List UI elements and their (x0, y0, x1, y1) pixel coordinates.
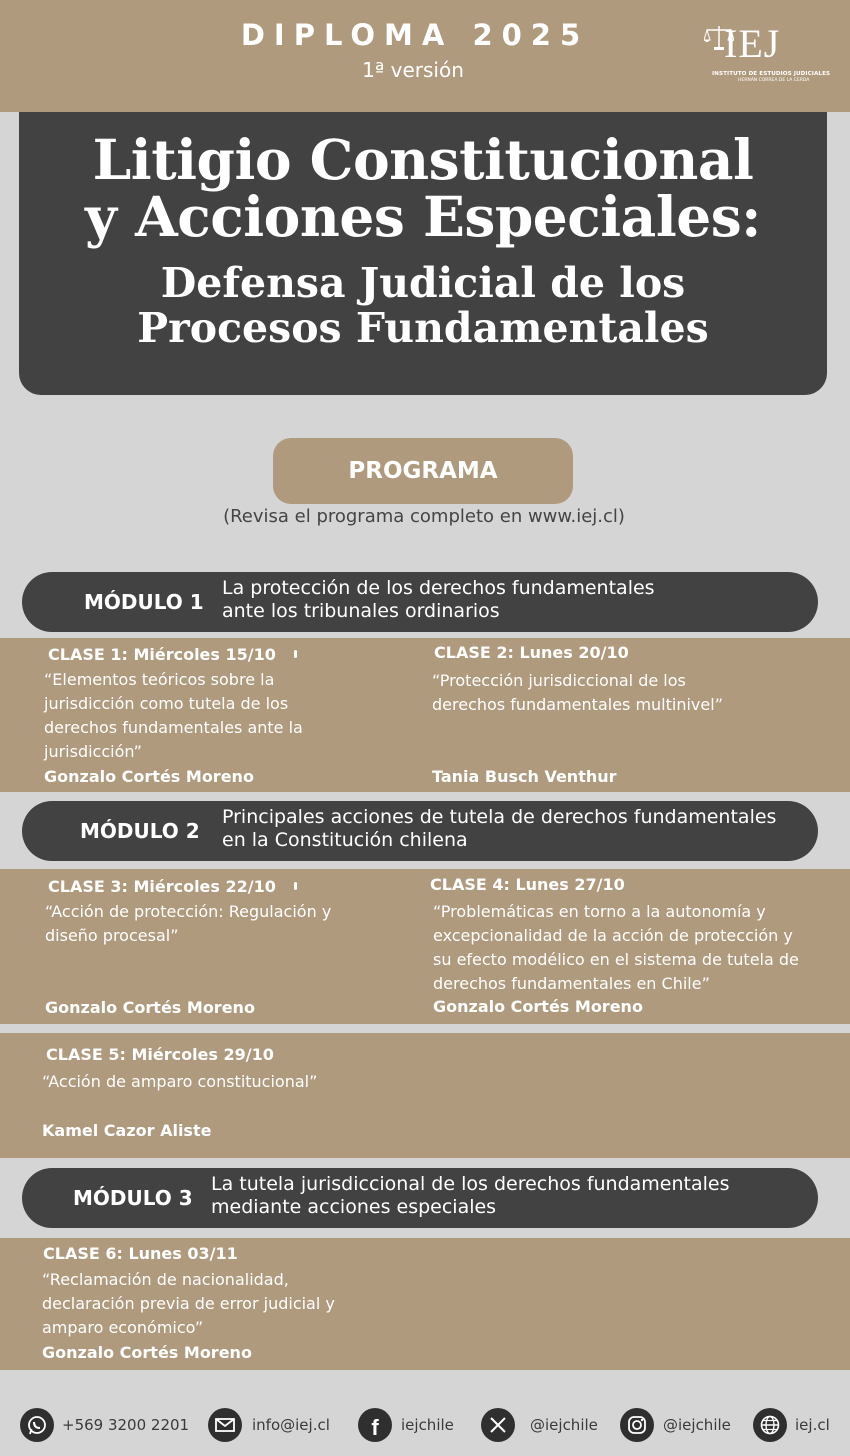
diploma-title: DIPLOMA 2025 (240, 18, 590, 52)
title-line-2: y Acciones Especiales: (85, 184, 761, 249)
class-title: CLASE 6: Lunes 03/11 (43, 1244, 238, 1263)
class-description: “Protección jurisdiccional de los derechos fundamentales multinivel” (432, 671, 723, 714)
module-3-bar (22, 1168, 818, 1228)
module-label: MÓDULO 3 (73, 1186, 193, 1210)
contact-phone[interactable]: +569 3200 2201 (62, 1416, 190, 1434)
module-description: Principales acciones de tutela de derechos fundamentales en la Constitución chilena (222, 806, 777, 851)
class-description: “Acción de amparo constitucional” (42, 1072, 318, 1091)
title-line-1: Litigio Constitucional (92, 127, 754, 192)
x-icon[interactable] (481, 1408, 515, 1442)
class-description: “Elementos teóricos sobre la jurisdicción como tutela de los derechos fundamentales ante la jurisdicción” (44, 670, 303, 761)
class-professor: Tania Busch Venthur (432, 767, 617, 786)
module-label: MÓDULO 1 (84, 590, 204, 614)
subtitle-line-2: Procesos Fundamentales (137, 304, 709, 352)
class-title: CLASE 5: Miércoles 29/10 (46, 1045, 274, 1064)
globe-icon[interactable] (753, 1408, 787, 1442)
bullet-dot (294, 882, 297, 890)
logo-subtitle: INSTITUTO DE ESTUDIOS JUDICIALES (712, 71, 831, 77)
module-label: MÓDULO 2 (80, 819, 200, 843)
class-professor: Kamel Cazor Aliste (42, 1121, 212, 1140)
module-1-bar (22, 572, 818, 632)
logo-subtitle-2: HERNÁN CORREA DE LA CERDA (738, 78, 810, 83)
class-professor: Gonzalo Cortés Moreno (44, 767, 254, 786)
logo-mark: IEJ (724, 21, 781, 66)
facebook-icon[interactable]: f (358, 1408, 392, 1442)
class-title: CLASE 3: Miércoles 22/10 (48, 877, 276, 896)
contact-x[interactable]: @iejchile (530, 1416, 598, 1434)
module-2-bar (22, 801, 818, 861)
class-description: “Acción de protección: Regulación y diseño procesal” (45, 902, 332, 945)
diploma-version: 1ª versión (362, 58, 464, 82)
whatsapp-icon[interactable] (20, 1408, 54, 1442)
class-title: CLASE 4: Lunes 27/10 (430, 875, 625, 894)
programa-note: (Revisa el programa completo en www.iej.cl) (223, 506, 625, 527)
class-professor: Gonzalo Cortés Moreno (45, 998, 255, 1017)
mail-icon[interactable] (208, 1408, 242, 1442)
contact-instagram[interactable]: @iejchile (663, 1416, 731, 1434)
bullet-dot (294, 650, 297, 658)
class-title: CLASE 2: Lunes 20/10 (434, 643, 629, 662)
module-description: La tutela jurisdiccional de los derechos fundamentales mediante acciones especiales (211, 1173, 730, 1218)
module-description: La protección de los derechos fundamentales ante los tribunales ordinarios (222, 577, 655, 622)
class-description: “Problemáticas en torno a la autonomía y excepcionalidad de la acción de protección y su efecto modélico en el sistema de tutela de derechos fundamentales en Chile” (433, 902, 799, 993)
instagram-icon[interactable] (620, 1408, 654, 1442)
contact-facebook[interactable]: iejchile (401, 1416, 454, 1434)
programa-button[interactable]: PROGRAMA (273, 438, 573, 504)
iej-logo (704, 16, 831, 86)
subtitle-line-1: Defensa Judicial de los (160, 259, 686, 307)
contact-email[interactable]: info@iej.cl (252, 1416, 330, 1434)
class-title: CLASE 1: Miércoles 15/10 (48, 645, 276, 664)
contact-website[interactable]: iej.cl (795, 1416, 830, 1434)
class-description: “Reclamación de nacionalidad, declaración previa de error judicial y amparo económico” (42, 1270, 335, 1337)
class-professor: Gonzalo Cortés Moreno (42, 1343, 252, 1362)
class-professor: Gonzalo Cortés Moreno (433, 997, 643, 1016)
